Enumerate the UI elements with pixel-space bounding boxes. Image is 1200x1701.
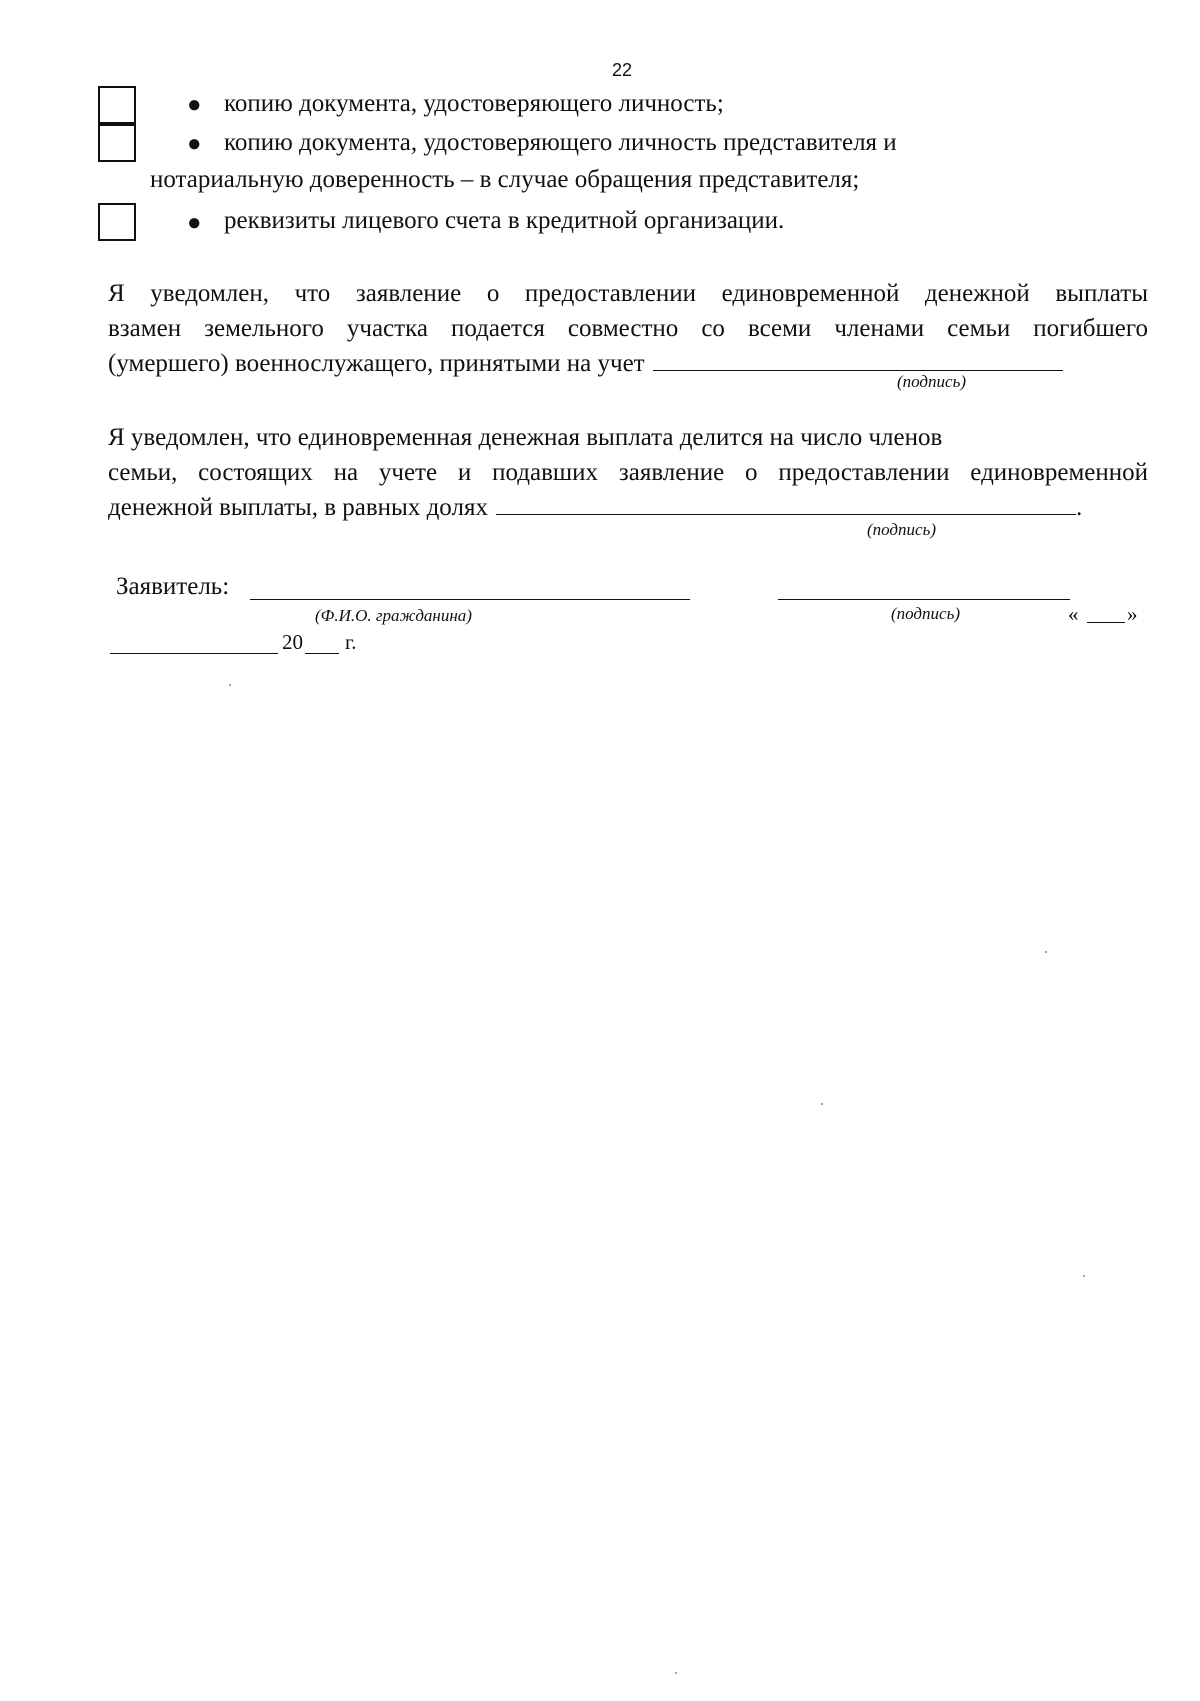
list-item: копию документа, удостоверяющего личность; [224,90,724,117]
bullet-icon: ● [187,131,202,157]
notice-payment-division [108,420,1148,525]
notice-line: Я уведомлен, что заявление о предоставлении единовременной денежной выплаты [108,280,1148,307]
date-day-field[interactable] [1087,600,1125,623]
date-day-close-quote: » [1127,602,1138,626]
notice-line: (умершего) военнослужащего, принятыми на учет [108,350,645,377]
scan-speck [1045,951,1047,953]
list-item-continuation: нотариальную доверенность – в случае обращения представителя; [150,166,860,193]
notice-line: семьи, состоящих на учете и подавших заявление о предоставлении единовременной [108,459,1148,486]
date-month-field[interactable] [110,632,278,654]
checkbox-identity-doc[interactable] [98,86,136,124]
period: . [1075,494,1083,521]
applicant-name-field[interactable] [250,576,690,600]
notice-line: взамен земельного участка подается совместно со всеми членами семьи погибшего [108,315,1148,342]
list-item: копию документа, удостоверяющего личность представителя и [224,129,897,156]
applicant-label: Заявитель: [116,573,230,600]
year-prefix: 20 [282,630,303,654]
signature-caption: (подпись) [891,604,960,623]
signature-caption: (подпись) [867,520,936,539]
checkbox-bank-details[interactable] [98,203,136,241]
list-item: реквизиты лицевого счета в кредитной организации. [224,207,785,234]
signature-field[interactable] [653,350,1063,371]
year-suffix: г. [345,630,357,654]
scan-speck [1083,1275,1085,1277]
bullet-icon: ● [187,92,202,118]
applicant-signature-field[interactable] [778,576,1070,600]
signature-field[interactable] [496,494,1076,515]
scan-speck [675,1672,677,1674]
bullet-icon: ● [187,210,202,236]
notice-line: Я уведомлен, что единовременная денежная выплата делится на число членов [108,424,943,451]
page-number: 22 [612,60,633,80]
year-field[interactable] [305,632,339,654]
signature-caption: (подпись) [897,372,966,391]
date-day-open-quote: « [1068,602,1079,626]
name-caption: (Ф.И.О. гражданина) [315,606,472,625]
checkbox-representative-doc[interactable] [98,124,136,162]
scan-speck [229,684,231,686]
notice-line: денежной выплаты, в равных долях [108,494,488,521]
scan-speck [821,1103,823,1105]
notice-joint-application [108,276,1148,381]
